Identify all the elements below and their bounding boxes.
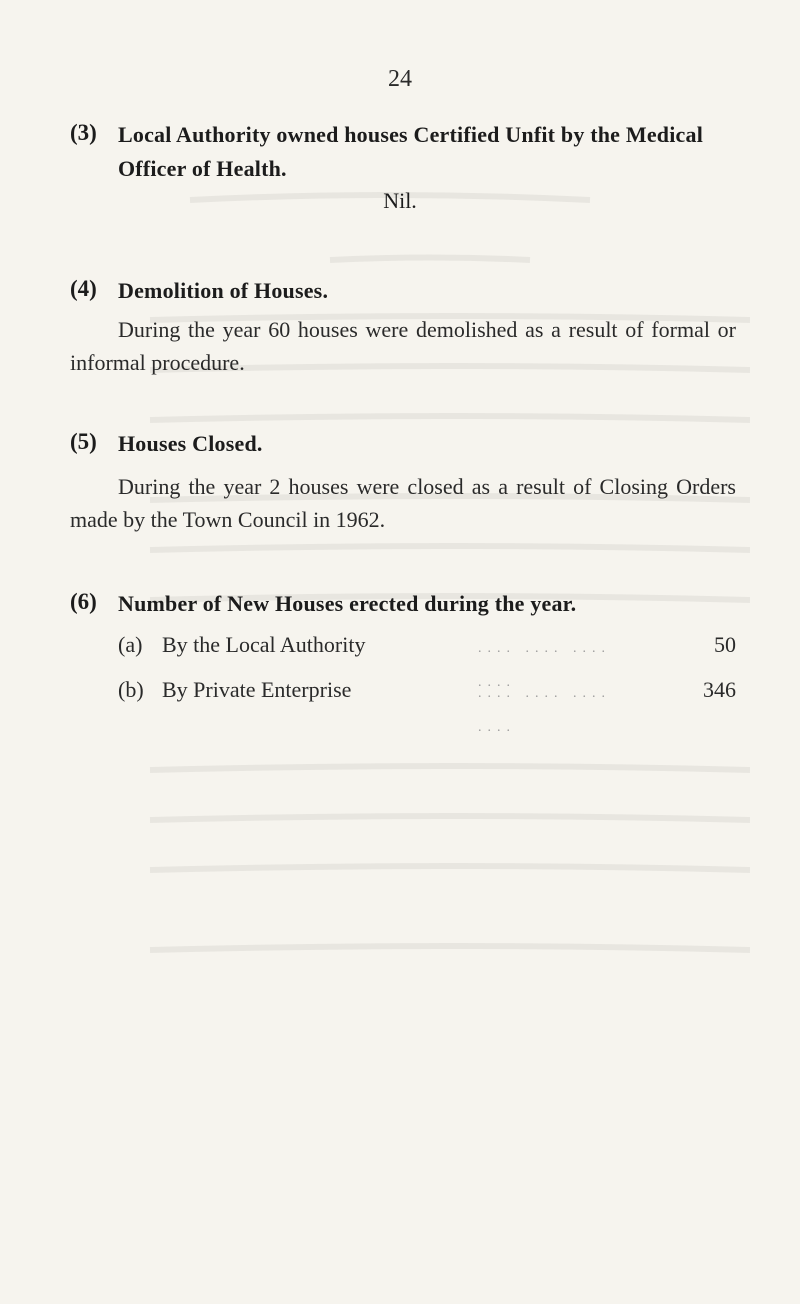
section-title: Number of New Houses erected during the year. <box>118 591 577 616</box>
item-label: (b) <box>118 677 144 702</box>
item-text: By the Local Authority <box>162 632 366 657</box>
section-number: (3) <box>70 120 97 145</box>
section-title-line: Officer of Health. <box>118 156 287 181</box>
section-number: (4) <box>70 276 97 301</box>
item-label: (a) <box>118 632 143 657</box>
section-number: (6) <box>70 589 97 614</box>
section-title: Demolition of Houses. <box>118 278 329 303</box>
item-text: By Private Enterprise <box>162 677 352 702</box>
section-title-line: Local Authority owned houses Certified Unfit by the Medical <box>118 122 704 147</box>
section-title: Houses Closed. <box>118 431 263 456</box>
page-number: 24 <box>388 66 412 92</box>
leader-dots: .... .... .... .... <box>478 686 611 735</box>
section-number: (5) <box>70 429 97 454</box>
item-value: 50 <box>714 632 736 657</box>
section-body: During the year 2 houses were closed as a result of Closing Orders made by the Town Council in 1962. <box>70 474 736 532</box>
show-through-texture <box>130 170 770 970</box>
leader-dots: .... .... .... .... <box>478 641 611 690</box>
section-body: During the year 60 houses were demolished as a result of formal or informal procedure. <box>70 317 736 375</box>
item-value: 346 <box>703 677 736 702</box>
nil-value: Nil. <box>383 188 417 213</box>
